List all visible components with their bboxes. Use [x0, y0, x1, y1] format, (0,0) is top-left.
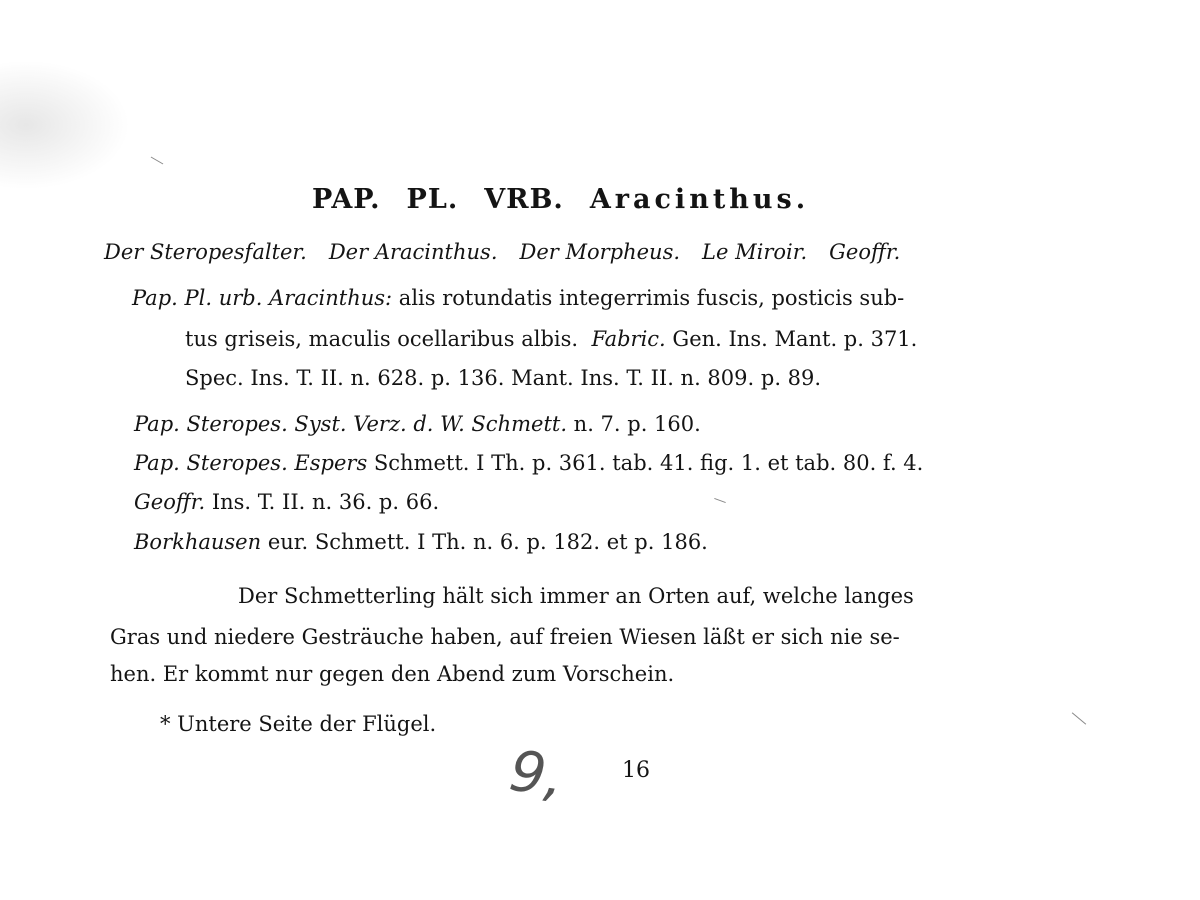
reference-2-rest: Gen. Ins. Mant. p. 371.: [665, 327, 918, 351]
reference-line-7: [134, 532, 708, 553]
reference-2-italic: Fabric.: [591, 327, 666, 351]
stamp-smudge: [0, 60, 130, 190]
reference-5-text: Schmett. I Th. p. 361. tab. 41. fig. 1. et tab. 80. f. 4.: [367, 451, 924, 475]
species-name: Aracinthus.: [589, 184, 810, 215]
page-number: 16: [622, 758, 650, 783]
reference-6-text: Ins. T. II. n. 36. p. 66.: [205, 490, 440, 514]
reference-line-6: [134, 492, 439, 513]
synonym-3: Der Morpheus.: [519, 240, 681, 264]
paper-mark: [1072, 712, 1086, 724]
synonym-line: [104, 242, 900, 263]
reference-7-italic: Borkhausen: [134, 530, 262, 554]
reference-line-3: Spec. Ins. T. II. n. 628. p. 136. Mant. Ins. T. II. n. 809. p. 89.: [185, 366, 822, 390]
reference-1-italic: Pap. Pl. urb. Aracinthus:: [132, 286, 393, 310]
reference-4-italic: Pap. Steropes. Syst. Verz. d. W. Schmett.: [134, 412, 567, 436]
synonym-4: Le Miroir.: [702, 240, 808, 264]
reference-5-italic: Pap. Steropes. Espers: [134, 451, 368, 475]
synonym-1: Der Steropesfalter.: [104, 240, 307, 264]
reference-4-text: n. 7. p. 160.: [567, 412, 701, 436]
handwritten-number: 9,: [505, 738, 568, 811]
paragraph-line-1: Der Schmetterling hält sich immer an Orten auf, welche langes: [238, 584, 914, 608]
reference-line-4: [134, 414, 701, 435]
paragraph-line-2: Gras und niedere Gesträuche haben, auf freien Wiesen läßt er sich nie se-: [110, 625, 900, 649]
reference-1-text: alis rotundatis integerrimis fuscis, posticis sub-: [392, 286, 905, 310]
paragraph-line-3: hen. Er kommt nur gegen den Abend zum Vorschein.: [110, 662, 675, 686]
title-part-2: PL.: [406, 184, 459, 215]
synonym-5: Geoffr.: [829, 240, 901, 264]
synonym-2: Der Aracinthus.: [328, 240, 498, 264]
footnote: * Untere Seite der Flügel.: [160, 712, 437, 736]
page-title: [312, 186, 809, 213]
title-part-1: PAP.: [312, 184, 381, 215]
reference-line-5: [134, 453, 923, 474]
title-part-3: VRB.: [484, 184, 564, 215]
paper-mark: [151, 157, 164, 165]
reference-line-1: [132, 288, 904, 309]
reference-line-2: [185, 329, 917, 350]
reference-6-italic: Geoffr.: [134, 490, 206, 514]
reference-7-text: eur. Schmett. I Th. n. 6. p. 182. et p. 186.: [261, 530, 708, 554]
reference-2-text: tus griseis, maculis ocellaribus albis.: [185, 327, 579, 351]
paper-mark: [714, 498, 726, 503]
